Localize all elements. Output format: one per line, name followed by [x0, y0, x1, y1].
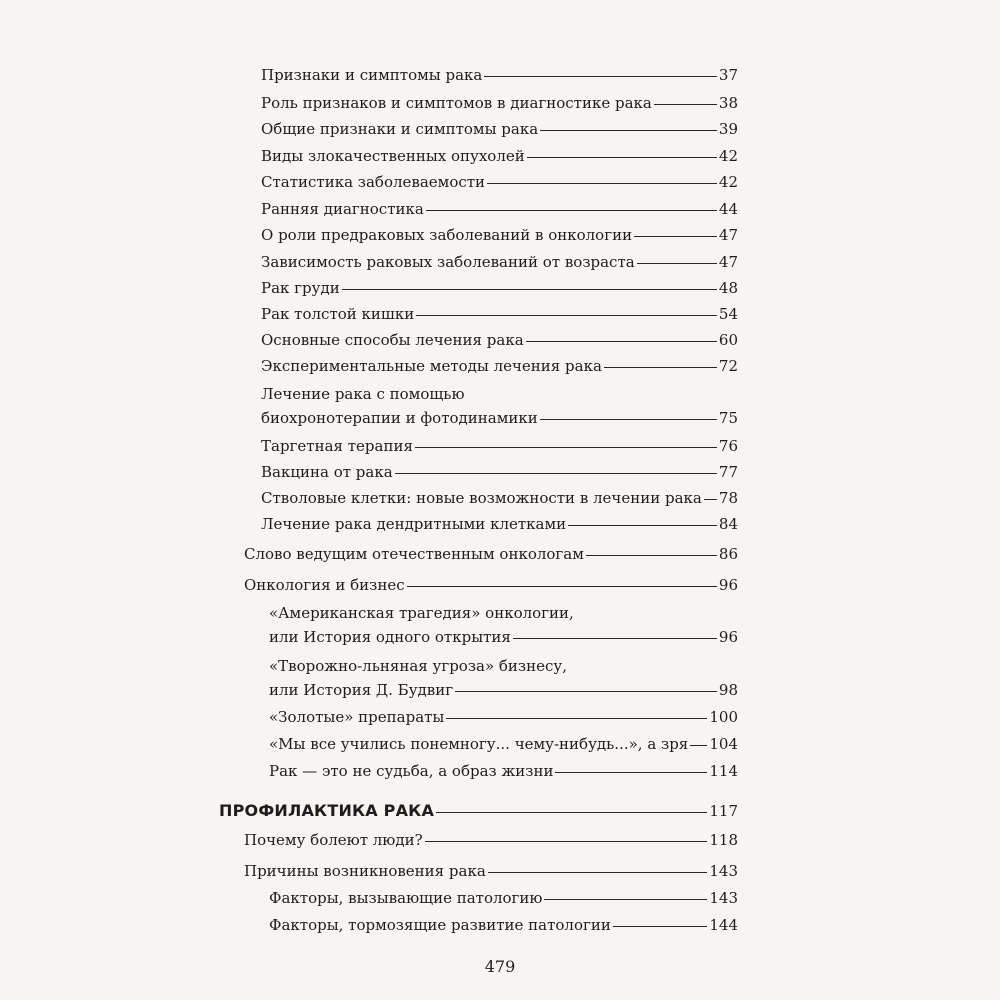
toc-entry [261, 437, 738, 455]
toc-entry-title: биохронотерапии и фотодинамики [261, 409, 538, 427]
toc-entry [261, 253, 738, 271]
toc-entry-title: Виды злокачественных опухолей [261, 147, 525, 165]
toc-page-number: 118 [709, 831, 738, 849]
toc-leader-line [342, 289, 717, 290]
toc-leader-line [586, 555, 717, 556]
toc-leader-line [540, 130, 717, 131]
toc-leader-line [704, 499, 717, 500]
toc-entry-title-line1: «Творожно-льняная угроза» бизнесу, [269, 657, 567, 675]
toc-entry [269, 762, 738, 780]
toc-entry [269, 735, 738, 753]
toc-entry [261, 120, 738, 138]
toc-leader-line [604, 367, 717, 368]
toc-leader-line [425, 841, 708, 842]
toc-page-number: 143 [709, 889, 738, 907]
toc-leader-line [634, 236, 717, 237]
toc-page-number: 84 [718, 515, 738, 533]
toc-entry-title: «Золотые» препараты [269, 708, 445, 726]
toc-leader-line [637, 263, 717, 264]
toc-leader-line [613, 926, 708, 927]
toc-entry-title: Стволовые клетки: новые возможности в лечении рака [261, 489, 702, 507]
toc-leader-line [555, 772, 707, 773]
toc-entry-title: Рак — это не судьба, а образ жизни [269, 762, 554, 780]
toc-leader-line [446, 718, 707, 719]
toc-page-number: 47 [718, 226, 738, 244]
toc-page-number: 47 [718, 253, 738, 271]
toc-entry [261, 200, 738, 218]
toc-leader-line [568, 525, 717, 526]
toc-entry-title: Причины возникновения рака [244, 862, 486, 880]
toc-entry [269, 708, 738, 726]
toc-entry-title: Рак груди [261, 279, 340, 297]
toc-section-title: ПРОФИЛАКТИКА РАКА [219, 801, 435, 820]
toc-entry [261, 147, 738, 165]
toc-entry-title: Почему болеют люди? [244, 831, 423, 849]
toc-entry [261, 331, 738, 349]
toc-entry-title-line1: Лечение рака с помощью [261, 385, 465, 403]
toc-entry-title: Признаки и симптомы рака [261, 66, 483, 84]
toc-entry-title: Факторы, тормозящие развитие патологии [269, 916, 611, 934]
toc-page-number: 117 [709, 802, 738, 820]
toc-page-number: 78 [718, 489, 738, 507]
toc-page-number: 96 [718, 576, 738, 594]
toc-leader-line [426, 210, 717, 211]
toc-entry-title: Статистика заболеваемости [261, 173, 486, 191]
toc-entry-title: Рак толстой кишки [261, 305, 415, 323]
toc-leader-line [526, 341, 717, 342]
toc-leader-line [487, 183, 717, 184]
toc-entry-title: Основные способы лечения рака [261, 331, 524, 349]
toc-leader-line [654, 104, 717, 105]
toc-page-number: 98 [718, 681, 738, 699]
toc-entry [244, 831, 738, 849]
toc-entry-title: или История одного открытия [269, 628, 511, 646]
toc-page-number: 48 [718, 279, 738, 297]
toc-entry [261, 226, 738, 244]
toc-entry-title: О роли предраковых заболеваний в онкологии [261, 226, 633, 244]
toc-leader-line [484, 76, 717, 77]
toc-entry [244, 545, 738, 563]
toc-page-number: 42 [718, 173, 738, 191]
toc-leader-line [527, 157, 717, 158]
toc-page-number: 60 [718, 331, 738, 349]
toc-entry-title: Факторы, вызывающие патологию [269, 889, 543, 907]
toc-entry-title: Вакцина от рака [261, 463, 393, 481]
toc-page-number: 38 [718, 94, 738, 112]
toc-leader-line [540, 419, 717, 420]
toc-entry-title: Экспериментальные методы лечения рака [261, 357, 602, 375]
toc-entry [261, 357, 738, 375]
toc-page-number: 37 [718, 66, 738, 84]
toc-page-number: 72 [718, 357, 738, 375]
toc-leader-line [690, 745, 707, 746]
toc-entry-title: Онкология и бизнес [244, 576, 405, 594]
page-number: 479 [484, 957, 516, 976]
toc-entry [261, 94, 738, 112]
toc-page-number: 114 [709, 762, 738, 780]
toc-page-number: 96 [718, 628, 738, 646]
toc-leader-line [407, 586, 717, 587]
toc-entry [261, 305, 738, 323]
toc-leader-line [544, 899, 707, 900]
toc-page-number: 100 [709, 708, 738, 726]
toc-entry [261, 409, 738, 427]
toc-entry [261, 463, 738, 481]
toc-page-number: 104 [709, 735, 738, 753]
toc-page-number: 76 [718, 437, 738, 455]
toc-leader-line [513, 638, 717, 639]
toc-entry-title: Таргетная терапия [261, 437, 413, 455]
toc-page-number: 39 [718, 120, 738, 138]
toc-entry-title: Слово ведущим отечественным онкологам [244, 545, 584, 563]
toc-leader-line [415, 447, 717, 448]
toc-entry [269, 889, 738, 907]
toc-page-number: 75 [718, 409, 738, 427]
toc-entry-title: Лечение рака дендритными клетками [261, 515, 567, 533]
toc-entry [269, 681, 738, 699]
toc-entry-title: Роль признаков и симптомов в диагностике рака [261, 94, 652, 112]
toc-entry [261, 489, 738, 507]
toc-entry [261, 279, 738, 297]
toc-entry [244, 862, 738, 880]
toc-entry-title: или История Д. Будвиг [269, 681, 454, 699]
toc-entry-title-line1: «Американская трагедия» онкологии, [269, 604, 574, 622]
toc-entry [244, 576, 738, 594]
toc-page-number: 44 [718, 200, 738, 218]
toc-page-number: 77 [718, 463, 738, 481]
toc-page-number: 143 [709, 862, 738, 880]
toc-page-number: 54 [718, 305, 738, 323]
toc-entry [261, 66, 738, 84]
toc-section-entry [219, 802, 738, 820]
toc-entry-title: Зависимость раковых заболеваний от возраста [261, 253, 635, 271]
toc-entry [261, 515, 738, 533]
toc-entry-title: Общие признаки и симптомы рака [261, 120, 539, 138]
toc-entry [269, 628, 738, 646]
toc-page-number: 86 [718, 545, 738, 563]
toc-page-number: 144 [709, 916, 738, 934]
toc-entry [261, 173, 738, 191]
toc-entry [269, 916, 738, 934]
toc-leader-line [395, 473, 717, 474]
toc-leader-line [488, 872, 708, 873]
toc-leader-line [455, 691, 717, 692]
toc-leader-line [416, 315, 717, 316]
toc-entry-title: Ранняя диагностика [261, 200, 424, 218]
toc-leader-line [436, 812, 707, 813]
toc-entry-title: «Мы все учились понемногу... чему-нибудь...», а зря [269, 735, 689, 753]
toc-page-number: 42 [718, 147, 738, 165]
